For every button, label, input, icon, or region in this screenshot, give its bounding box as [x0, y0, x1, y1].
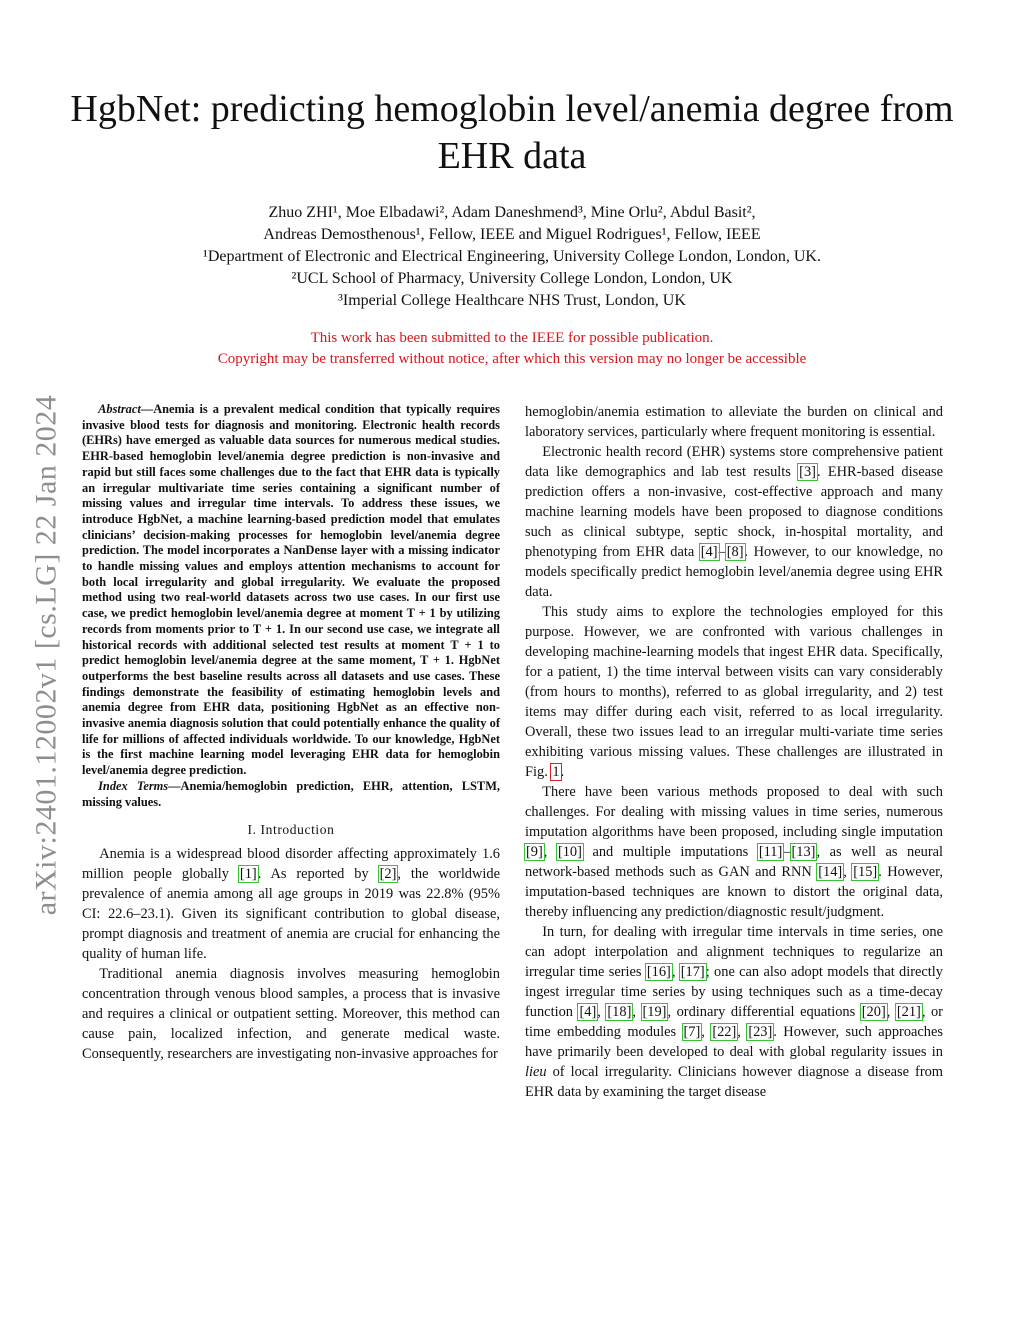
citation-link[interactable]: [22]: [712, 1024, 737, 1040]
left-column: [82, 402, 500, 1064]
paragraph-text: ,: [632, 1004, 642, 1020]
citation-link[interactable]: [4]: [700, 544, 718, 560]
index-terms-lead: Index Terms: [98, 778, 169, 793]
author-line-2: Andreas Demosthenous¹, Fellow, IEEE and Miguel Rodrigues¹, Fellow, IEEE: [263, 226, 761, 243]
citation-link[interactable]: [21]: [896, 1004, 921, 1020]
intro-paragraph-2: Traditional anemia diagnosis involves measuring hemoglobin concentration through venous blood samples, a process that is invasive and requires a clinical or outpatient setting. Moreover, this method can cause pain, localized infection, and generate medical waste. Consequently, researchers are investigating non-invasive approaches for: [82, 966, 500, 1063]
citation-link[interactable]: [8]: [726, 544, 744, 560]
citation-link[interactable]: [14]: [818, 864, 843, 880]
paragraph-text: of local irregularity. Clinicians however diagnose a disease from EHR data by examining the target disease: [525, 1064, 943, 1100]
intro-paragraph-continued: hemoglobin/anemia estimation to alleviate the burden on clinical and laboratory services, particularly where frequent monitoring is essential.: [525, 404, 943, 440]
paragraph-text: ,: [671, 964, 680, 980]
right-column: [525, 402, 943, 1102]
paragraph-text: –: [783, 844, 791, 860]
paragraph-text: ,: [843, 864, 853, 880]
paragraph-text: Anemia is a widespread blood disorder affecting approximately 1.6 million people globally: [82, 846, 500, 883]
paragraph-text: , ordinary differential equations: [667, 1004, 861, 1020]
abstract-text: —Anemia is a prevalent medical condition that typically requires invasive blood tests for diagnosis and monitoring. Electronic health records (EHRs) have emerged as valuable data sources for numerous medical studies. EHR-based hemoglobin level/anemia degree prediction is non-invasive and rapid but still faces some challenges due to the fact that EHR data is typically an irregular multivariate time series containing a significant number of missing values and irregular time intervals. To address these issues, we introduce HgbNet, a machine learning-based prediction model that emulates clinicians’ decision-making processes for hemoglobin level/anemia degree prediction. The model incorporates a NanDense layer with a missing indicator to handle missing values and employs attention mechanisms to account for both local irregularity and global irregularity. We evaluate the proposed method using two real-world datasets across two use cases. In our first use case, we predict hemoglobin level/anemia degree at moment T + 1 by utilizing records from moments prior to T + 1. In our second use case, we integrate all historical records with additional selected test results at moment T + 1 to predict hemoglobin level/anemia degree at the same moment, T + 1. HgbNet outperforms the best baseline results across all datasets and use cases. These findings demonstrate the feasibility of estimating hemoglobin levels and anemia degree from EHR data, positioning HgbNet as an effective non-invasive anemia diagnosis solution that could potentially enhance the quality of life for millions of affected individuals worldwide. To our knowledge, HgbNet is the first machine learning model leveraging EHR data for hemoglobin level/anemia degree prediction.: [82, 402, 500, 778]
paragraph-text: .: [560, 764, 565, 780]
citation-link[interactable]: [11]: [758, 844, 783, 860]
intro-paragraph-1: [82, 844, 500, 964]
paragraph-text: ,: [701, 1024, 712, 1040]
paragraph-text: . However, such approaches have primarily been developed to deal with global regularity issues in: [525, 1024, 943, 1060]
paragraph-text: ,: [737, 1024, 748, 1040]
citation-link[interactable]: [19]: [642, 1004, 667, 1020]
paragraph-text: Electronic health record (EHR) systems store comprehensive patient data like demographics and lab test results: [525, 444, 943, 480]
citation-link[interactable]: [13]: [791, 844, 816, 860]
citation-link[interactable]: [1]: [239, 866, 257, 883]
paragraph-text: and multiple imputations: [582, 844, 758, 860]
paragraph-text: ,: [543, 844, 557, 860]
italic-term: lieu: [525, 1064, 547, 1080]
intro-paragraph-3: [525, 442, 943, 602]
author-block: [100, 202, 924, 312]
citation-link[interactable]: [3]: [799, 464, 816, 480]
arxiv-identifier: arXiv:2401.12002v1 [cs.LG] 22 Jan 2024: [29, 394, 62, 916]
citation-link[interactable]: [18]: [607, 1004, 632, 1020]
paragraph-text: , or time embedding modules: [525, 1004, 943, 1040]
index-terms: [82, 779, 500, 810]
citation-link[interactable]: [20]: [861, 1004, 886, 1020]
section-heading-introduction: I. Introduction: [247, 822, 335, 838]
paragraph-text: –: [718, 544, 726, 560]
submission-notice: [60, 328, 964, 370]
abstract-lead: Abstract: [98, 402, 141, 416]
citation-link[interactable]: [10]: [557, 844, 582, 860]
citation-link[interactable]: [4]: [579, 1004, 597, 1020]
paragraph-text: In turn, for dealing with irregular time intervals in time series, one can adopt interpolation and alignment techniques to regularize an irregular time series: [525, 924, 943, 980]
citation-link[interactable]: [17]: [680, 964, 705, 980]
citation-link[interactable]: [16]: [646, 964, 671, 980]
notice-line-1: This work has been submitted to the IEEE for possible publication.: [310, 330, 714, 346]
affiliation-2: ²UCL School of Pharmacy, University College London, London, UK: [291, 270, 733, 287]
citation-link[interactable]: [2]: [379, 866, 397, 883]
intro-paragraph-6: [525, 922, 943, 1102]
paragraph-text: This study aims to explore the technologies employed for this purpose. However, we are confronted with various challenges in developing machine-learning models that ingest EHR data. Specifically, for a patient, 1) the time interval between visits can vary considerably (from hours to months), referred to as global irregularity, and 2) test items may differ during each visit, referred to as local irregularity. Overall, these two issues lead to an irregular multi-variate time series exhibiting various missing values. These challenges are illustrated in Fig.: [525, 604, 943, 780]
affiliation-3: ³Imperial College Healthcare NHS Trust, London, UK: [338, 292, 686, 309]
intro-paragraph-4: [525, 602, 943, 782]
paragraph-text: ,: [886, 1004, 896, 1020]
paragraph-text: ,: [597, 1004, 607, 1020]
citation-link[interactable]: [15]: [853, 864, 878, 880]
citation-link[interactable]: [23]: [748, 1024, 773, 1040]
intro-paragraph-5: [525, 782, 943, 922]
figure-link[interactable]: 1: [552, 764, 560, 780]
citation-link[interactable]: [7]: [683, 1024, 701, 1040]
paragraph-text: . EHR-based disease prediction offers a non-invasive, cost-effective approach and many machine learning models have been proposed to diagnose conditions such as clinical subtype, septic shock, in-hospital mortality, and phenotyping from EHR data: [525, 464, 943, 560]
paragraph-text: . However, imputation-based techniques are known to distort the original data, thereby influencing any prediction/diagnostic result/judgment.: [525, 864, 943, 920]
paragraph-text: There have been various methods proposed to deal with such challenges. For dealing with missing values in time series, numerous imputation algorithms have been proposed, including single imputation: [525, 784, 943, 840]
notice-line-2: Copyright may be transferred without notice, after which this version may no longer be accessible: [217, 351, 807, 367]
arxiv-stamp: [16, 360, 76, 950]
index-terms-text: —Anemia/hemoglobin prediction, EHR, attention, LSTM, missing values.: [82, 778, 500, 809]
author-line-1: Zhuo ZHI¹, Moe Elbadawi², Adam Daneshmend³, Mine Orlu², Abdul Basit²,: [268, 204, 756, 221]
paragraph-text: , the worldwide prevalence of anemia among all age groups in 2019 was 22.8% (95% CI: 22.6–23.1). Given its significant contribution to global disease, prompt diagnosis and treatment of anemia are crucial for enhancing the quality of human life.: [82, 866, 500, 963]
abstract: [82, 402, 500, 779]
paragraph-text: . However, to our knowledge, no models specifically predict hemoglobin level/anemia degree using EHR data.: [525, 544, 944, 600]
paper-title: HgbNet: predicting hemoglobin level/anemia degree from EHR data: [70, 88, 954, 177]
affiliation-1: ¹Department of Electronic and Electrical Engineering, University College London, London, UK.: [203, 248, 821, 265]
paragraph-text: ; one can also adopt models that directly ingest irregular time series by using techniques such as a time-decay function: [525, 964, 943, 1020]
paragraph-text: , as well as neural network-based methods such as GAN and RNN: [525, 844, 943, 880]
citation-link[interactable]: [9]: [526, 844, 543, 860]
paragraph-text: . As reported by: [257, 866, 379, 883]
